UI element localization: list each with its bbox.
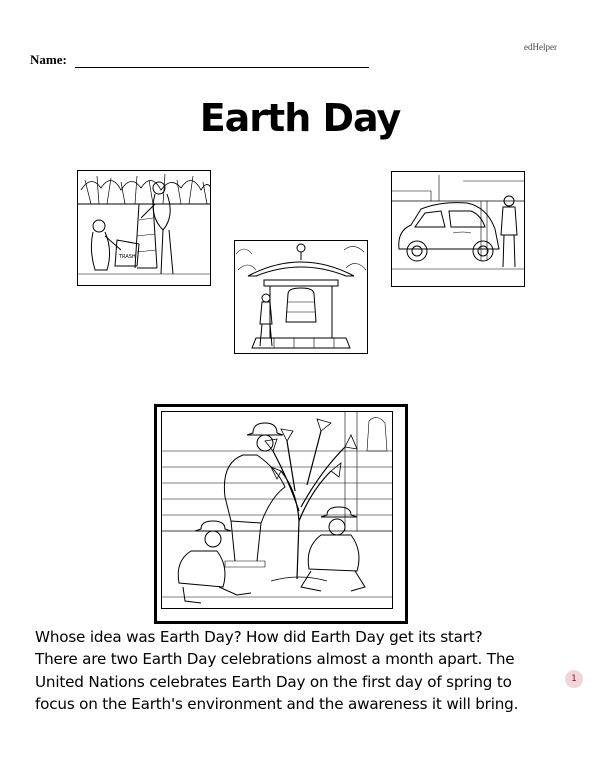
passage-line: United Nations celebrates Earth Day on the first day of spring to <box>35 672 512 691</box>
page-number-badge: 1 <box>565 670 583 688</box>
illustration-trash-cleanup <box>77 170 211 286</box>
passage-line: Whose idea was Earth Day? How did Earth Day get its start? <box>35 628 483 646</box>
passage-line: focus on the Earth's environment and the awareness it will bring. <box>35 694 519 713</box>
illustration-electric-car <box>391 171 525 287</box>
brand-label: edHelper <box>524 42 557 52</box>
reading-passage <box>35 626 565 715</box>
name-line <box>75 55 369 68</box>
page-title: Earth Day <box>199 96 401 140</box>
illustration-tree-planting <box>154 404 408 624</box>
name-field-row <box>30 52 369 68</box>
passage-line: There are two Earth Day celebrations almost a month apart. The <box>35 650 515 669</box>
name-label: Name: <box>30 52 67 67</box>
trash-sign-text: TRASH <box>119 254 136 260</box>
illustration-peace-bell <box>234 240 368 354</box>
